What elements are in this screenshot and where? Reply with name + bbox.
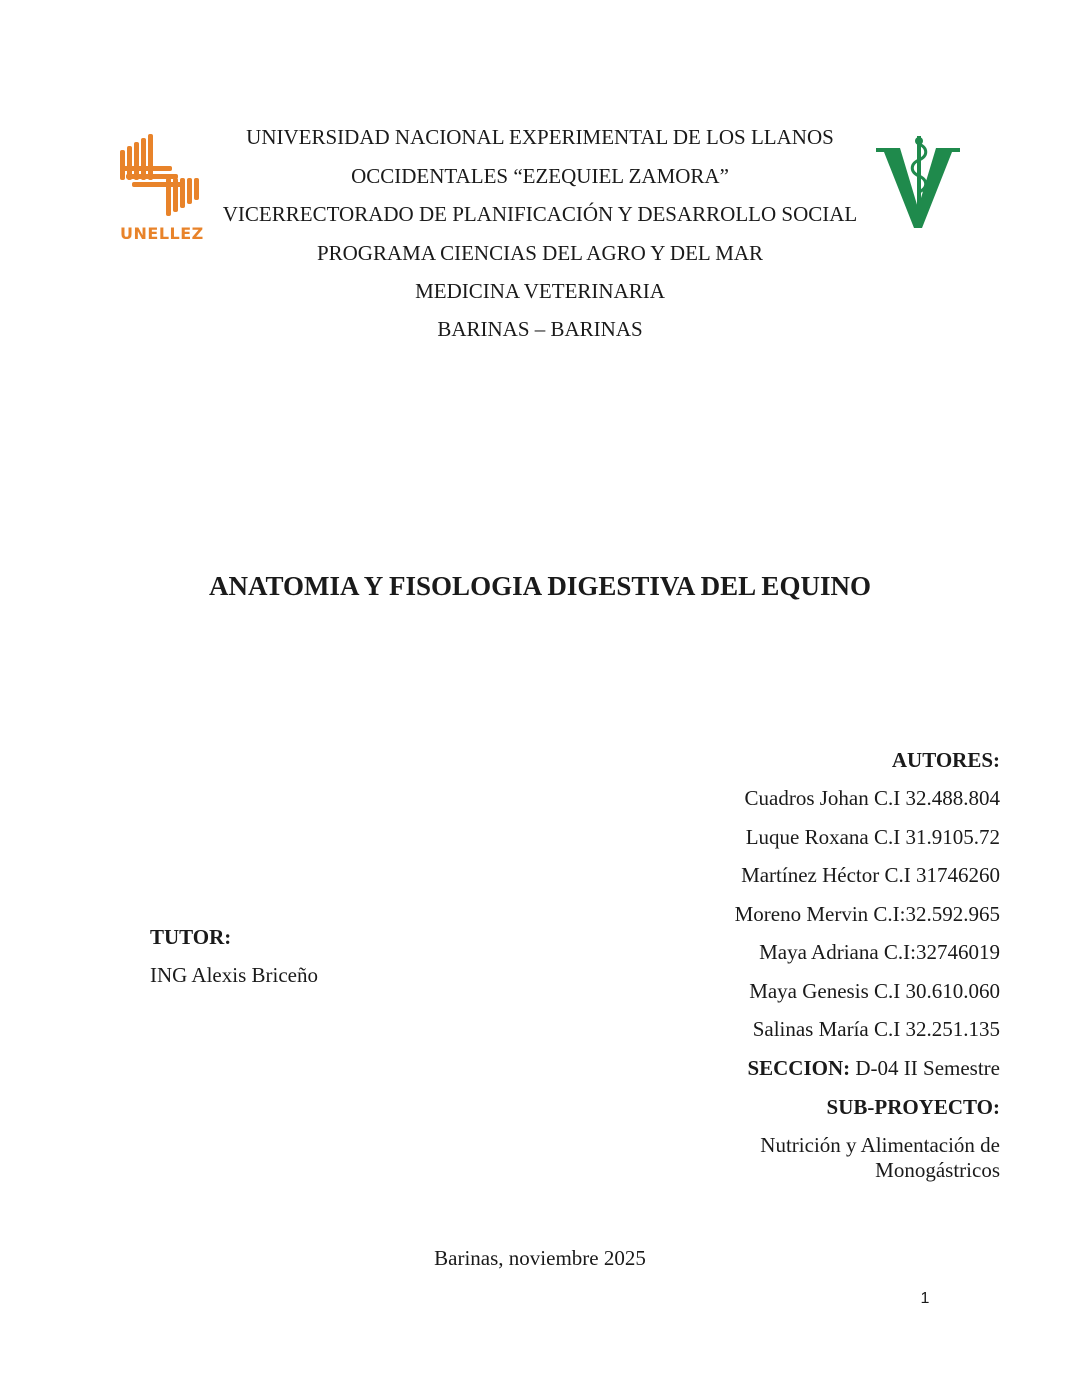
header-line-ciudad: BARINAS – BARINAS xyxy=(437,317,643,341)
author-item: Cuadros Johan C.I 32.488.804 xyxy=(744,786,1000,810)
page-number: 1 xyxy=(920,1290,930,1307)
author-item: Martínez Héctor C.I 31746260 xyxy=(741,863,1000,887)
tutor-name: ING Alexis Briceño xyxy=(150,963,318,987)
section-value: D-04 II Semestre xyxy=(850,1056,1000,1080)
header-line-university: UNIVERSIDAD NACIONAL EXPERIMENTAL DE LOS LLANOS xyxy=(246,125,834,149)
document-title: ANATOMIA Y FISOLOGIA DIGESTIVA DEL EQUINO xyxy=(209,571,871,601)
author-item: Maya Adriana C.I:32746019 xyxy=(759,940,1000,964)
header-line-programa: PROGRAMA CIENCIAS DEL AGRO Y DEL MAR xyxy=(316,241,764,265)
subproject-name-line1: Nutrición y Alimentación de xyxy=(760,1133,1000,1157)
subproject-label: SUB-PROYECTO: xyxy=(826,1095,1000,1119)
header-line-occidentales: OCCIDENTALES “EZEQUIEL ZAMORA” xyxy=(351,164,729,188)
author-item: Moreno Mervin C.I:32.592.965 xyxy=(734,902,1000,926)
unellez-logo-text: UNELLEZ xyxy=(120,224,204,243)
place-date: Barinas, noviembre 2025 xyxy=(434,1246,646,1270)
author-item: Luque Roxana C.I 31.9105.72 xyxy=(745,825,1000,849)
authors-label: AUTORES: xyxy=(891,748,1000,772)
section-label: SECCION: xyxy=(747,1056,851,1080)
header-line-vicerrectorado: VICERRECTORADO DE PLANIFICACIÓN Y DESARROLLO SOCIAL xyxy=(222,202,858,226)
section-line xyxy=(747,1055,1000,1081)
subproject-name-line2: Monogástricos xyxy=(875,1158,1000,1182)
header-line-carrera: MEDICINA VETERINARIA xyxy=(415,279,665,303)
tutor-label: TUTOR: xyxy=(150,925,232,949)
author-item: Salinas María C.I 32.251.135 xyxy=(752,1017,1000,1041)
author-item: Maya Genesis C.I 30.610.060 xyxy=(749,979,1000,1003)
